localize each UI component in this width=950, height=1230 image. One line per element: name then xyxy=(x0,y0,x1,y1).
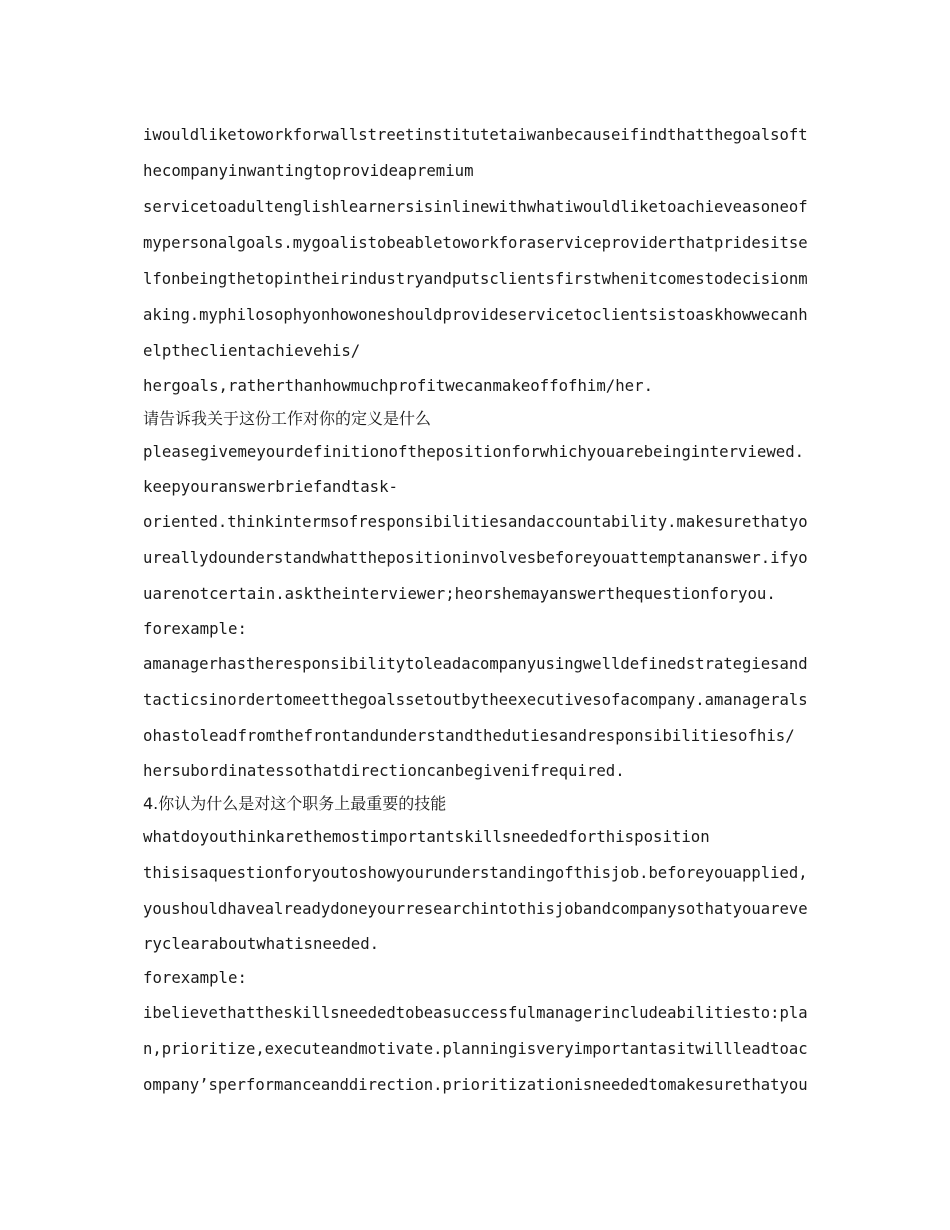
text-line: uarenotcertain.asktheinterviewer;heorshemayanswerthequestionforyou. xyxy=(143,584,776,603)
section-heading: 请告诉我关于这份工作对你的定义是什么 xyxy=(143,409,432,428)
text-line: thisisaquestionforyoutoshowyourunderstandingofthisjob.beforeyouapplied, xyxy=(143,864,808,882)
text-line: youshouldhavealreadydoneyourresearchintothisjobandcompanysothatyouareve xyxy=(143,900,808,918)
text-line: n,prioritize,executeandmotivate.planningisveryimportantasitwillleadtoac xyxy=(143,1040,808,1058)
text-line: hersubordinatessothatdirectioncanbegivenifrequired. xyxy=(143,761,625,780)
text-line: mypersonalgoals.mygoalistobeabletoworkforaserviceproviderthatpridesitse xyxy=(143,234,808,252)
text-line: hergoals,ratherthanhowmuchprofitwecanmakeoffofhim/her. xyxy=(143,376,654,395)
text-line: iwouldliketoworkforwallstreetinstitutetaiwanbecauseifindthatthegoalsoft xyxy=(143,126,808,144)
text-line: forexample: xyxy=(143,968,247,987)
text-line: elptheclientachievehis/ xyxy=(143,341,361,360)
text-line: whatdoyouthinkarethemostimportantskillsneededforthisposition xyxy=(143,827,710,846)
text-line: ibelievethattheskillsneededtobeasuccessfulmanagerincludeabilitiesto:pla xyxy=(143,1004,808,1022)
text-line: aking.myphilosophyonhowoneshouldprovideservicetoclientsistoaskhowwecanh xyxy=(143,306,808,324)
text-line: keepyouranswerbriefandtask- xyxy=(143,477,399,496)
text-line: oriented.thinkintermsofresponsibilitiesandaccountability.makesurethatyo xyxy=(143,513,808,531)
text-line: ryclearaboutwhatisneeded. xyxy=(143,934,380,953)
text-line: ureallydounderstandwhatthepositioninvolvesbeforeyouattemptananswer.ifyo xyxy=(143,549,808,567)
text-line: pleasegivemeyourdefinitionofthepositionforwhichyouarebeinginterviewed. xyxy=(143,442,805,461)
text-line: amanagerhastheresponsibilitytoleadacompanyusingwelldefinedstrategiesand xyxy=(143,655,808,673)
text-line: lfonbeingthetopintheirindustryandputsclientsfirstwhenitcomestodecisionm xyxy=(143,270,808,288)
text-line: tacticsinordertomeetthegoalssetoutbytheexecutivesofacompany.amanagerals xyxy=(143,691,808,709)
text-line: servicetoadultenglishlearnersisinlinewithwhatiwouldliketoachieveasoneof xyxy=(143,198,808,216)
section-heading: 4.你认为什么是对这个职务上最重要的技能 xyxy=(143,794,447,813)
document-body xyxy=(143,117,808,1103)
text-line: ohastoleadfromthefrontandunderstandthedutiesandresponsibilitiesofhis/ xyxy=(143,726,795,745)
text-line: ompany’sperformanceanddirection.prioritizationisneededtomakesurethatyou xyxy=(143,1076,808,1094)
text-line: forexample: xyxy=(143,619,247,638)
text-line: hecompanyinwantingtoprovideapremium xyxy=(143,161,474,180)
